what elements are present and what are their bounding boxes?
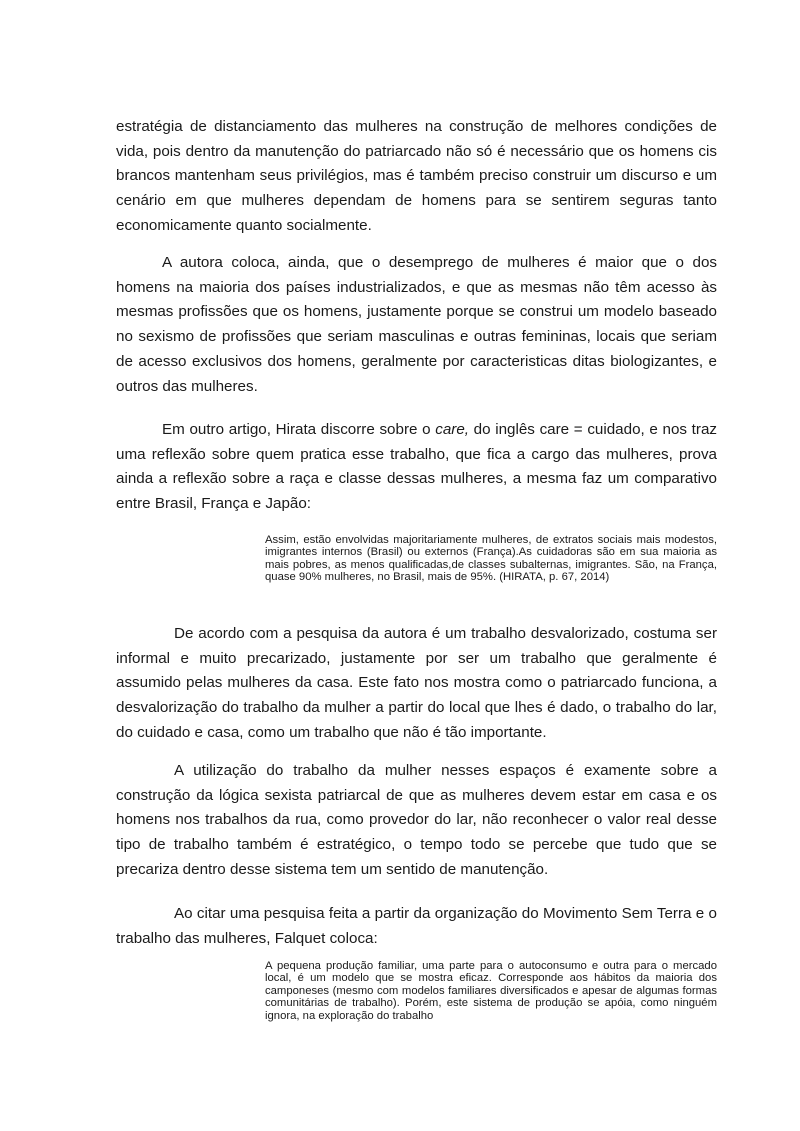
block-quote-hirata: Assim, estão envolvidas majoritariamente mulheres, de extratos sociais mais modestos, imigrantes internos (Brasil) ou externos (França).As cuidadoras são em sua maioria as mais pobres, as menos qualificadas,de classes subalternas, imigrantes. São, na França, quase 90% mulheres, no Brasil, mais de 95%. (HIRATA, p. 67, 2014) xyxy=(265,534,717,584)
block-quote-falquet: A pequena produção familiar, uma parte para o autoconsumo e outra para o mercado local, é um modelo que se mostra eficaz. Corresponde aos hábitos da maioria dos camponeses (mesmo com modelos familiares diversificados e apesar de algumas formas comunitárias de trabalho). Porém, este sistema de produção se apóia, como ninguém ignora, na exploração do trabalho xyxy=(265,960,717,1022)
paragraph-3-end: do inglês care = cuidado, e nos traz uma reflexão sobre quem pratica esse trabalho, que fica a cargo das mulheres, prova ainda a reflexão sobre a raça e classe dessas mulheres, a mesma faz um comparativo entre Brasil, França e Japão: xyxy=(116,421,717,513)
paragraph-3 xyxy=(116,418,717,517)
paragraph-5: A utilização do trabalho da mulher nesses espaços é examente sobre a construção da lógica sexista patriarcal de que as mulheres devem estar em casa e os homens nos trabalhos da rua, como provedor do lar, não reconhecer o valor real desse tipo de trabalho também é estratégico, o tempo todo se percebe que tudo que se precariza dentro desse sistema tem um sentido de manutenção. xyxy=(116,762,717,878)
care-term: care, xyxy=(435,421,469,438)
paragraph-3-start: Em outro artigo, Hirata discorre sobre o xyxy=(162,421,436,438)
paragraph-6: Ao citar uma pesquisa feita a partir da organização do Movimento Sem Terra e o trabalho das mulheres, Falquet coloca: xyxy=(116,905,717,947)
paragraph-4: De acordo com a pesquisa da autora é um trabalho desvalorizado, costuma ser informal e muito precarizado, justamente por ser um trabalho que geralmente é assumido pelas mulheres da casa. Este fato nos mostra como o patriarcado funciona, a desvalorização do trabalho da mulher a partir do local que lhes é dado, o trabalho do lar, do cuidado e casa, como um trabalho que não é tão importante. xyxy=(116,625,717,741)
paragraph-2: A autora coloca, ainda, que o desemprego de mulheres é maior que o dos homens na maioria dos países industrializados, e que as mesmas não têm acesso às mesmas profissões que os homens, justamente porque se construi um modelo baseado no sexismo de profissões que seriam masculinas e outras femininas, locais que seriam de acesso exclusivos dos homens, geralmente por caracteristicas ditas biologizantes, e outros das mulheres. xyxy=(116,254,717,395)
paragraph-1: estratégia de distanciamento das mulheres na construção de melhores condições de vida, pois dentro da manutenção do patriarcado não só é necessário que os homens cis brancos mantenham seus privilégios, mas é também preciso construir um discurso e um cenário em que mulheres dependam de homens para se sentirem seguras tanto economicamente quanto socialmente. xyxy=(116,118,717,234)
